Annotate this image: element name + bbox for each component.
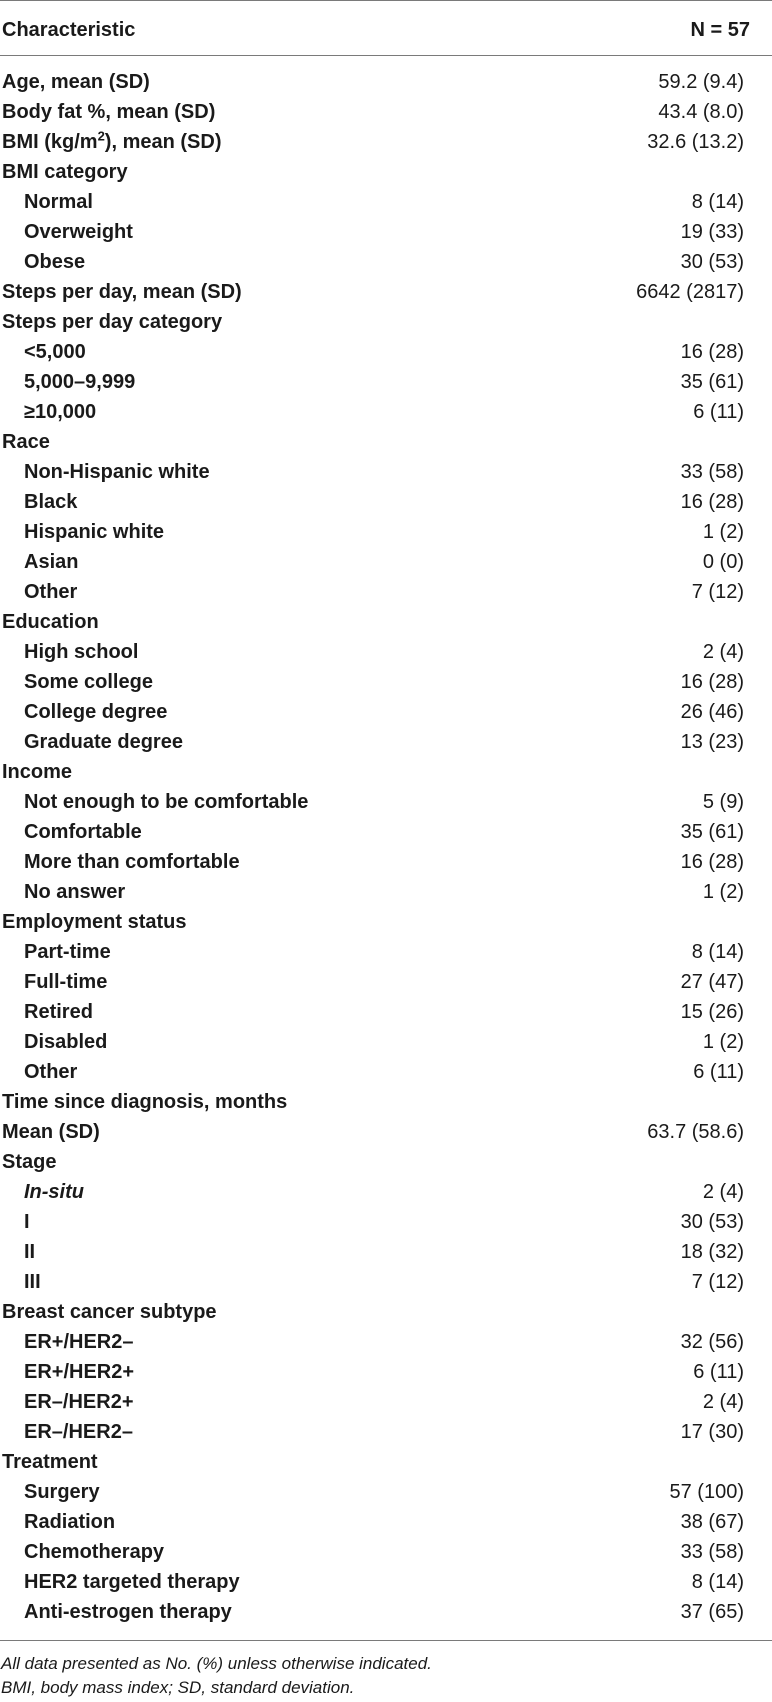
table-row-subitem xyxy=(0,847,772,877)
row-value: 8 (14) xyxy=(691,1571,744,1593)
row-value: 13 (23) xyxy=(680,731,744,753)
row-value: 8 (14) xyxy=(691,191,744,213)
row-label: Radiation xyxy=(24,1511,116,1533)
table-row-subitem xyxy=(0,397,772,427)
table-row xyxy=(0,67,772,97)
row-value: 37 (65) xyxy=(680,1601,744,1623)
row-value: 16 (28) xyxy=(680,341,744,363)
row-label: ER–/HER2+ xyxy=(24,1391,134,1413)
row-value: 2 (4) xyxy=(702,1181,744,1203)
row-label: Hispanic white xyxy=(24,521,165,543)
row-label: Disabled xyxy=(24,1031,108,1053)
table-row xyxy=(0,757,772,787)
row-label: Steps per day, mean (SD) xyxy=(2,281,242,303)
row-value: 2 (4) xyxy=(702,1391,744,1413)
row-label xyxy=(2,130,221,154)
row-label: Asian xyxy=(24,551,79,573)
row-label: In-situ xyxy=(24,1181,84,1203)
table-row xyxy=(0,1147,772,1177)
row-label: High school xyxy=(24,641,139,663)
header-n: N = 57 xyxy=(690,19,750,41)
row-label: Black xyxy=(24,491,78,513)
row-label: Age, mean (SD) xyxy=(2,71,150,93)
table-row-subitem xyxy=(0,1027,772,1057)
row-label: I xyxy=(24,1211,30,1233)
row-value: 59.2 (9.4) xyxy=(658,71,744,93)
row-value: 2 (4) xyxy=(702,641,744,663)
table-row-subitem xyxy=(0,457,772,487)
table-row-subitem xyxy=(0,1507,772,1537)
row-label: Other xyxy=(24,1061,78,1083)
row-label: Education xyxy=(2,611,99,633)
row-label: Normal xyxy=(24,191,93,213)
row-value: 6642 (2817) xyxy=(636,281,744,303)
row-label: Breast cancer subtype xyxy=(2,1301,217,1323)
table-row-subitem xyxy=(0,1417,772,1447)
row-value: 7 (12) xyxy=(691,581,744,603)
table-row-subitem xyxy=(0,1477,772,1507)
row-value: 1 (2) xyxy=(702,881,744,903)
row-label: III xyxy=(24,1271,41,1293)
row-label: Body fat %, mean (SD) xyxy=(2,101,216,123)
row-value: 19 (33) xyxy=(680,221,744,243)
row-value: 16 (28) xyxy=(680,491,744,513)
row-label: Race xyxy=(2,431,50,453)
table-row-subitem xyxy=(0,547,772,577)
row-label: BMI category xyxy=(2,161,128,183)
table-row-subitem xyxy=(0,637,772,667)
row-label: Comfortable xyxy=(24,821,142,843)
row-label: ER–/HER2– xyxy=(24,1421,133,1443)
row-value: 1 (2) xyxy=(702,521,744,543)
row-label: 5,000–9,999 xyxy=(24,371,136,393)
table-row xyxy=(0,157,772,187)
row-value: 17 (30) xyxy=(680,1421,744,1443)
row-label: ER+/HER2+ xyxy=(24,1361,135,1383)
table-row-subitem xyxy=(0,1537,772,1567)
row-value: 1 (2) xyxy=(702,1031,744,1053)
table-row xyxy=(0,1447,772,1477)
table-row-subitem xyxy=(0,817,772,847)
row-value: 27 (47) xyxy=(680,971,744,993)
row-label: Obese xyxy=(24,251,86,273)
row-label: Full-time xyxy=(24,971,108,993)
row-label: Steps per day category xyxy=(2,311,223,333)
row-label: II xyxy=(24,1241,36,1263)
table-row-subitem xyxy=(0,787,772,817)
row-label-pre: BMI (kg/m xyxy=(2,131,98,153)
row-value: 38 (67) xyxy=(680,1511,744,1533)
table-row-subitem xyxy=(0,337,772,367)
row-label: Stage xyxy=(2,1151,57,1173)
row-value: 6 (11) xyxy=(693,1061,744,1083)
table-row-subitem xyxy=(0,727,772,757)
row-value: 35 (61) xyxy=(680,821,744,843)
row-value: 33 (58) xyxy=(680,461,744,483)
row-label: College degree xyxy=(24,701,168,723)
table-row-subitem xyxy=(0,1207,772,1237)
table-row-subitem xyxy=(0,1177,772,1207)
table-row xyxy=(0,277,772,307)
table-row-subitem xyxy=(0,937,772,967)
row-value: 6 (11) xyxy=(693,401,744,423)
row-value: 35 (61) xyxy=(680,371,744,393)
row-label: Non-Hispanic white xyxy=(24,461,210,483)
table-row-subitem xyxy=(0,877,772,907)
table-row-subitem xyxy=(0,1267,772,1297)
row-value: 43.4 (8.0) xyxy=(658,101,744,123)
row-value: 32 (56) xyxy=(680,1331,744,1353)
row-label: No answer xyxy=(24,881,126,903)
row-label: Some college xyxy=(24,671,153,693)
row-label: <5,000 xyxy=(24,341,86,363)
table-row xyxy=(0,607,772,637)
table-row-subitem xyxy=(0,187,772,217)
table-row-subitem xyxy=(0,667,772,697)
table-row xyxy=(0,1297,772,1327)
row-label: Mean (SD) xyxy=(2,1121,100,1143)
row-label: HER2 targeted therapy xyxy=(24,1571,240,1593)
table-row-subitem xyxy=(0,367,772,397)
row-value: 57 (100) xyxy=(669,1481,744,1503)
row-value: 32.6 (13.2) xyxy=(647,131,744,153)
row-value: 18 (32) xyxy=(680,1241,744,1263)
row-label: Graduate degree xyxy=(24,731,183,753)
table-row-subitem xyxy=(0,1237,772,1267)
table-row-subitem xyxy=(0,1597,772,1627)
table-row-subitem xyxy=(0,247,772,277)
row-label: Time since diagnosis, months xyxy=(2,1091,288,1113)
row-value: 63.7 (58.6) xyxy=(647,1121,744,1143)
row-value: 7 (12) xyxy=(691,1271,744,1293)
table-body xyxy=(0,67,772,1627)
table-header xyxy=(0,1,772,55)
table-row-subitem xyxy=(0,997,772,1027)
header-characteristic: Characteristic xyxy=(2,19,136,41)
table-row xyxy=(0,1117,772,1147)
bottom-rule xyxy=(0,1640,772,1641)
table-row-subitem xyxy=(0,1327,772,1357)
row-label: Other xyxy=(24,581,78,603)
table-row xyxy=(0,307,772,337)
table-row-subitem xyxy=(0,697,772,727)
table-footnotes xyxy=(0,1652,772,1700)
table-row xyxy=(0,97,772,127)
row-label: Not enough to be comfortable xyxy=(24,791,309,813)
table-row xyxy=(0,1087,772,1117)
row-label: Anti-estrogen therapy xyxy=(24,1601,232,1623)
table-row-subitem xyxy=(0,967,772,997)
row-label: More than comfortable xyxy=(24,851,240,873)
table-row-subitem xyxy=(0,1357,772,1387)
row-value: 8 (14) xyxy=(691,941,744,963)
row-value: 33 (58) xyxy=(680,1541,744,1563)
row-value: 16 (28) xyxy=(680,851,744,873)
table-row xyxy=(0,127,772,157)
row-label: Treatment xyxy=(2,1451,98,1473)
row-value: 0 (0) xyxy=(702,551,744,573)
row-label-post: ), mean (SD) xyxy=(104,131,222,153)
table-row xyxy=(0,907,772,937)
row-label-superscript: 2 xyxy=(97,128,105,144)
footnote-data-presentation: All data presented as No. (%) unless otherwise indicated. xyxy=(1,1654,432,1673)
row-label: Chemotherapy xyxy=(24,1541,165,1563)
table-row-subitem xyxy=(0,217,772,247)
table-row-subitem xyxy=(0,487,772,517)
row-label: ER+/HER2– xyxy=(24,1331,134,1353)
header-rule xyxy=(0,55,772,56)
table-row-subitem xyxy=(0,517,772,547)
row-label: Income xyxy=(2,761,73,783)
row-value: 6 (11) xyxy=(693,1361,744,1383)
table-row-subitem xyxy=(0,1057,772,1087)
row-label: Overweight xyxy=(24,221,133,243)
row-value: 15 (26) xyxy=(680,1001,744,1023)
table-row-subitem xyxy=(0,577,772,607)
row-value: 26 (46) xyxy=(680,701,744,723)
row-value: 30 (53) xyxy=(680,1211,744,1233)
row-label: Part-time xyxy=(24,941,111,963)
row-value: 16 (28) xyxy=(680,671,744,693)
row-label: ≥10,000 xyxy=(24,401,97,423)
table-row xyxy=(0,427,772,457)
row-value: 5 (9) xyxy=(702,791,744,813)
row-label: Employment status xyxy=(2,911,187,933)
table-row-subitem xyxy=(0,1387,772,1417)
row-label: Surgery xyxy=(24,1481,100,1503)
table-row-subitem xyxy=(0,1567,772,1597)
row-label: Retired xyxy=(24,1001,93,1023)
footnote-abbreviations: BMI, body mass index; SD, standard deviation. xyxy=(1,1678,355,1697)
row-value: 30 (53) xyxy=(680,251,744,273)
